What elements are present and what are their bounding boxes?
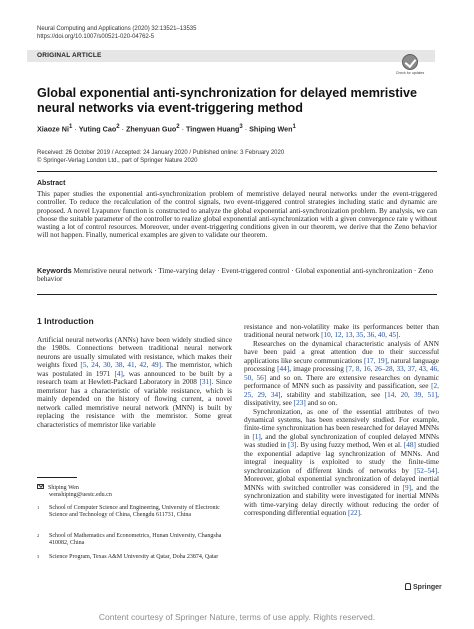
springer-horse-icon bbox=[405, 583, 411, 590]
citation-link[interactable]: [10, 12, 13, 35, 36, 40, 45] bbox=[321, 331, 399, 340]
affiliation-3: 3 Science Program, Texas A&M University at Qatar, Doha 23874, Qatar bbox=[37, 554, 219, 560]
keywords-label: Keywords bbox=[37, 266, 72, 275]
citation-link[interactable]: [9] bbox=[402, 483, 412, 492]
author-name[interactable]: Tingwen Huang bbox=[186, 124, 240, 134]
citation-link[interactable]: [14, 20, 39, 51] bbox=[384, 390, 438, 399]
check-for-updates-badge[interactable] bbox=[395, 54, 425, 78]
affiliation-1: 1 School of Computer Science and Engineering, University of Electronic Science and Technology of China, Chengdu 611731, China bbox=[37, 505, 220, 519]
citation-link[interactable]: [48] bbox=[403, 441, 416, 450]
author-name[interactable]: Yuting Cao bbox=[78, 124, 117, 134]
abstract-heading: Abstract bbox=[37, 180, 66, 187]
citation-link[interactable]: [3] bbox=[288, 441, 297, 450]
intro-paragraph: Researches on the dynamical characteristic analysis of ANN have been paid a great attention due to their successful applications like secure communications [17, 19], natural language processing [44], image processing [7, 8, 16, 26–28, 33, 37, 43, 46, 50, 56] and so on. There are extensive researches on dynamic performance of MNN such as passivity and passification, see [2, 25, 29, 34], stability and stabilization, see [14, 20, 39, 51], dissipativity, see [23] and so on. bbox=[244, 339, 439, 408]
publisher-name: Springer bbox=[413, 584, 442, 591]
citation-link[interactable]: [1] bbox=[252, 432, 261, 441]
citation-link[interactable]: [4] bbox=[114, 369, 123, 378]
citation-link[interactable]: [5, 24, 30, 38, 41, 42, 49] bbox=[80, 361, 162, 370]
citation-link[interactable]: [22] bbox=[347, 508, 361, 517]
article-type-label: ORIGINAL ARTICLE bbox=[37, 52, 102, 59]
received-dates: Received: 26 October 2019 / Accepted: 24 January 2020 / Published online: 3 February 2020 bbox=[37, 150, 285, 156]
check-updates-label: Check for updates bbox=[395, 71, 425, 75]
doi-link[interactable]: https://doi.org/10.1007/s00521-020-04762-5 bbox=[37, 34, 155, 40]
author-affiliation-sup: 3 bbox=[239, 124, 243, 130]
copyright-line: © Springer-Verlag London Ltd., part of Springer Nature 2020 bbox=[37, 157, 198, 164]
author-affiliation-sup: 1 bbox=[292, 124, 296, 130]
left-column-text bbox=[37, 336, 232, 429]
citation-link[interactable]: [17, 19] bbox=[364, 356, 388, 365]
author-affiliation-sup: 1 bbox=[68, 124, 73, 130]
article-type-band bbox=[27, 50, 435, 62]
footnote-rule bbox=[37, 477, 77, 478]
intro-paragraph: Artificial neural networks (ANNs) have been widely studied since the 1980s. Connections between traditional neural network neurons are usually simulated with resistance, which makes their weights fixed [5, 24, 30, 38, 41, 42, 49]. The memristor, which was postulated in 1971 [4], was announced to be built by a research team at Hewlett-Packard Laboratory in 2008 [31]. Since memristor has a characteristic of variable resistance, which is mainly depended on the history of flowing current, a novel network called memristive neural network (MNN) is built by replacing the resistance with the memristor. Some great characteristics of memristor like variable bbox=[37, 336, 233, 429]
section-heading-introduction: 1 Introduction bbox=[37, 316, 94, 326]
right-column-text bbox=[244, 323, 439, 517]
citation-link[interactable]: [23] bbox=[293, 399, 306, 408]
correspondence-email[interactable]: wenshiping@uestc.edu.cn bbox=[49, 491, 112, 498]
citation-link[interactable]: [31] bbox=[199, 378, 212, 387]
author-affiliation-sup: 2 bbox=[116, 124, 120, 130]
citation-link[interactable]: [52–54] bbox=[414, 466, 438, 475]
abstract-top-rule bbox=[37, 171, 437, 172]
intro-paragraph: Synchronization, as one of the essential attributes of two dynamical systems, has been extensively studied. For example, finite-time synchronization has been researched for delayed MNNs in [1], and the global synchronization of coupled delayed MNNs was studied in [3]. By using fuzzy method, Wen et al. [48] studied the exponential adaptive lag synchronization of MNNs. And integral inequality is exploited to study the finite-time synchronization of different kinds of networks by [52–54]. Moreover, global exponential synchronization of delayed inertial MNNs with switched controller was considered in [9], and the synchronization and stability were investigated for inertial MNNs with time-varying delay directly without reducing the order of corresponding differential equation [22]. bbox=[244, 407, 440, 517]
keywords-text: Memristive neural network · Time-varying delay · Event-triggered control · Global exponential anti-synchronization · Zeno behavior bbox=[37, 267, 434, 284]
citation-link[interactable]: [7, 8, 16, 26–28, 33, 37, 43, 46, 50, 56] bbox=[244, 365, 439, 382]
intro-paragraph: resistance and non-volatility make its performances better than traditional neural network [10, 12, 13, 35, 36, 40, 45]. bbox=[244, 323, 439, 340]
author-name[interactable]: Xiaoze Ni bbox=[37, 124, 69, 134]
publisher-logo bbox=[405, 583, 442, 591]
check-updates-icon bbox=[402, 54, 418, 70]
author-name[interactable]: Zhenyuan Guo bbox=[125, 124, 177, 134]
footer-notice: Content courtesy of Springer Nature, terms of use apply. Rights reserved. bbox=[98, 612, 376, 622]
correspondence-name: Shiping Wen bbox=[48, 485, 79, 491]
paper-title: Global exponential anti-synchronization for delayed memristive neural networks via event-triggering method bbox=[37, 86, 417, 115]
author-name[interactable]: Shiping Wen bbox=[249, 124, 293, 134]
citation-link[interactable]: [44] bbox=[277, 365, 290, 374]
affiliation-2: 2 School of Mathematics and Econometrics, Hunan University, Changsha 410082, China bbox=[37, 533, 222, 547]
author-affiliation-sup: 2 bbox=[176, 124, 180, 130]
keywords-block bbox=[37, 267, 437, 284]
abstract-text: This paper studies the exponential anti-synchronization problem of memristive delayed neural networks under the event-triggered controller. To reduce the recalculation of the control signals, two event-triggered control strategies including static and dynamic are proposed. A novel Lyapunov function is constructed to analyze the global exponential anti-synchronization problem. By analysis, we can choose the suitable parameter of the controller to realize global exponential anti-synchronization with a given convergence rate γ without wasting a lot of control resources. Moreover, under event-triggering conditions given in our theorem, we derive that the Zeno behavior will not happen. Finally, numerical examples are given to validate our theorem. bbox=[37, 190, 437, 240]
journal-citation: Neural Computing and Applications (2020) 32:13521–13535 bbox=[37, 26, 197, 32]
envelope-icon bbox=[37, 484, 44, 489]
author-list: Xiaoze $Ni^1$ · Yuting Cao$^2$ · Zhenyuan Guo$^2$ · Tingwen Huang$^3$ · Shiping Wen$^1$ bbox=[37, 124, 296, 134]
keywords-bottom-rule bbox=[37, 294, 437, 295]
citation-link[interactable]: [2, 25, 29, 34] bbox=[244, 382, 439, 399]
